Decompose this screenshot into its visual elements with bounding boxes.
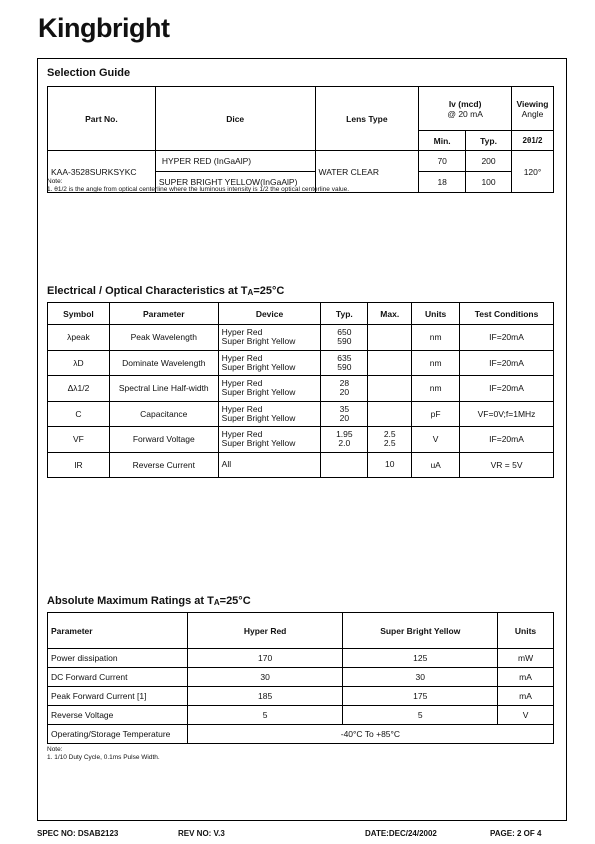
viewing-label: Viewing	[516, 98, 549, 109]
parameter-header: Parameter	[48, 613, 188, 649]
parameter-cell: Spectral Line Half-width	[109, 376, 218, 402]
max-cell: 10	[368, 452, 412, 478]
typ-line: 2.0	[338, 438, 351, 449]
typ-cell	[321, 350, 368, 376]
absolute-title	[47, 595, 251, 607]
max-cell	[368, 350, 412, 376]
red-cell: 30	[187, 668, 343, 687]
units-cell: V	[412, 427, 460, 453]
red-cell: 5	[187, 706, 343, 725]
max-cell	[368, 427, 412, 453]
parameter-cell: Power dissipation	[48, 649, 188, 668]
device-line: Super Bright Yellow	[221, 438, 296, 449]
typ-header: Typ.	[466, 131, 512, 151]
device-line: All	[221, 459, 232, 470]
units-cell: V	[498, 706, 554, 725]
units-cell: mA	[498, 668, 554, 687]
units-cell: nm	[412, 350, 460, 376]
condition-cell: VR = 5V	[460, 452, 554, 478]
units-cell: pF	[412, 401, 460, 427]
table-row	[48, 452, 554, 478]
electrical-table	[47, 302, 554, 478]
device-header: Device	[218, 303, 321, 325]
units-cell: nm	[412, 325, 460, 351]
typ-cell	[321, 452, 368, 478]
min-value-red: 70	[419, 151, 466, 172]
table-row	[48, 649, 554, 668]
electrical-title-text: Electrical / Optical Characteristics at T	[47, 285, 248, 297]
electrical-title-tail: =25°C	[253, 285, 285, 297]
electrical-title-sub: A	[247, 288, 254, 297]
condition-cell: IF=20mA	[460, 325, 554, 351]
min-header: Min.	[419, 131, 466, 151]
parameter-cell: DC Forward Current	[48, 668, 188, 687]
parameter-cell: Forward Voltage	[109, 427, 218, 453]
device-cell	[218, 376, 321, 402]
max-cell	[368, 376, 412, 402]
dice-row-red: HYPER RED (InGaAlP)	[155, 151, 315, 172]
typ-line: 20	[339, 387, 350, 398]
super-yellow-header: Super Bright Yellow	[343, 613, 498, 649]
units-header: Units	[412, 303, 460, 325]
document-date: DATE:DEC/24/2002	[365, 829, 437, 838]
device-line: Hyper Red	[221, 429, 263, 440]
typ-header: Typ.	[321, 303, 368, 325]
symbol-cell: Δλ1/2	[48, 376, 110, 402]
table-row	[48, 427, 554, 453]
absolute-note-text: 1. 1/10 Duty Cycle, 0.1ms Pulse Width.	[47, 754, 160, 761]
typ-line: 590	[337, 336, 352, 347]
electrical-title	[47, 285, 284, 297]
typ-cell	[321, 376, 368, 402]
parameter-cell: Peak Forward Current [1]	[48, 687, 188, 706]
units-cell: mW	[498, 649, 554, 668]
typ-line: 635	[337, 352, 352, 363]
symbol-cell: IR	[48, 452, 110, 478]
table-row	[48, 401, 554, 427]
yellow-cell: 5	[343, 706, 498, 725]
max-cell	[368, 325, 412, 351]
max-line: 2.5	[383, 429, 396, 440]
table-row	[48, 706, 554, 725]
temperature-range-cell: -40°C To +85°C	[187, 725, 553, 744]
absolute-title-tail: =25°C	[219, 595, 251, 607]
iv-header	[419, 87, 512, 131]
parameter-cell: Dominate Wavelength	[109, 350, 218, 376]
page-number: PAGE: 2 OF 4	[490, 829, 542, 838]
parameter-cell: Reverse Voltage	[48, 706, 188, 725]
viewing-angle-value: 120°	[512, 151, 554, 193]
typ-line: 28	[339, 378, 350, 389]
table-row	[48, 725, 554, 744]
iv-label: Iv (mcd)	[448, 98, 482, 109]
table-row	[48, 687, 554, 706]
table-row	[48, 376, 554, 402]
typ-cell	[321, 427, 368, 453]
absolute-note	[47, 746, 160, 762]
parameter-cell: Peak Wavelength	[109, 325, 218, 351]
max-line: 2.5	[383, 438, 396, 449]
absolute-title-sub: A	[213, 598, 220, 607]
typ-value-red: 200	[466, 151, 512, 172]
condition-cell: VF=0V;f=1MHz	[460, 401, 554, 427]
selection-note-label: Note:	[47, 178, 63, 185]
symbol-cell: VF	[48, 427, 110, 453]
part-no-header: Part No.	[48, 87, 156, 151]
device-line: Super Bright Yellow	[221, 336, 296, 347]
yellow-cell: 175	[343, 687, 498, 706]
red-cell: 170	[187, 649, 343, 668]
device-cell	[218, 325, 321, 351]
condition-cell: IF=20mA	[460, 350, 554, 376]
selection-guide-table	[47, 86, 554, 193]
condition-cell: IF=20mA	[460, 427, 554, 453]
condition-cell: IF=20mA	[460, 376, 554, 402]
iv-condition: @ 20 mA	[447, 108, 483, 119]
kingbright-logo: Kingbright	[38, 13, 170, 43]
device-line: Super Bright Yellow	[221, 361, 296, 372]
parameter-header: Parameter	[109, 303, 218, 325]
device-line: Hyper Red	[221, 327, 263, 338]
symbol-cell: λD	[48, 350, 110, 376]
symbol-header: Symbol	[48, 303, 110, 325]
hyper-red-header: Hyper Red	[187, 613, 343, 649]
min-value-yellow: 18	[419, 172, 466, 193]
two-theta-header: 2θ1/2	[512, 131, 554, 151]
typ-cell	[321, 401, 368, 427]
symbol-cell: C	[48, 401, 110, 427]
revision-number: REV NO: V.3	[178, 829, 225, 838]
units-cell: uA	[412, 452, 460, 478]
parameter-cell: Operating/Storage Temperature	[48, 725, 188, 744]
spec-sheet-frame	[37, 58, 567, 821]
typ-line: 20	[339, 412, 350, 423]
symbol-cell: λpeak	[48, 325, 110, 351]
table-row	[48, 668, 554, 687]
device-cell	[218, 452, 321, 478]
viewing-header	[512, 87, 554, 131]
device-cell	[218, 427, 321, 453]
typ-value-yellow: 100	[466, 172, 512, 193]
units-cell: mA	[498, 687, 554, 706]
red-cell: 185	[187, 687, 343, 706]
units-cell: nm	[412, 376, 460, 402]
yellow-cell: 125	[343, 649, 498, 668]
dice-header: Dice	[155, 87, 315, 151]
selection-note-text: 1. θ1/2 is the angle from optical centerline where the luminous intensity is 1/2 the optical centerline value.	[47, 186, 350, 193]
lens-value: WATER CLEAR	[315, 151, 419, 193]
units-header: Units	[498, 613, 554, 649]
spec-number: SPEC NO: DSAB2123	[37, 829, 119, 838]
lens-type-header: Lens Type	[315, 87, 419, 151]
device-line: Hyper Red	[221, 403, 263, 414]
typ-cell	[321, 325, 368, 351]
typ-line: 590	[337, 361, 352, 372]
selection-guide-title: Selection Guide	[47, 67, 131, 79]
typ-line: 1.95	[336, 429, 353, 440]
device-line: Super Bright Yellow	[221, 387, 296, 398]
absolute-note-label: Note:	[47, 746, 63, 753]
table-row	[48, 350, 554, 376]
table-row	[48, 325, 554, 351]
absolute-title-text: Absolute Maximum Ratings at T	[47, 595, 214, 607]
typ-line: 35	[339, 403, 350, 414]
device-line: Super Bright Yellow	[221, 412, 296, 423]
max-header: Max.	[368, 303, 412, 325]
dice-row-yellow: SUPER BRIGHT YELLOW(InGaAlP)	[155, 172, 315, 193]
device-line: Hyper Red	[221, 378, 263, 389]
device-line: Hyper Red	[221, 352, 263, 363]
yellow-cell: 30	[343, 668, 498, 687]
selection-note	[47, 178, 349, 194]
parameter-cell: Reverse Current	[109, 452, 218, 478]
device-cell	[218, 350, 321, 376]
absolute-ratings-table	[47, 612, 554, 744]
parameter-cell: Capacitance	[109, 401, 218, 427]
device-cell	[218, 401, 321, 427]
angle-label: Angle	[521, 108, 544, 119]
part-no-value: KAA-3528SURKSYKC	[48, 151, 156, 193]
max-cell	[368, 401, 412, 427]
test-conditions-header: Test Conditions	[460, 303, 554, 325]
typ-line: 650	[337, 327, 352, 338]
